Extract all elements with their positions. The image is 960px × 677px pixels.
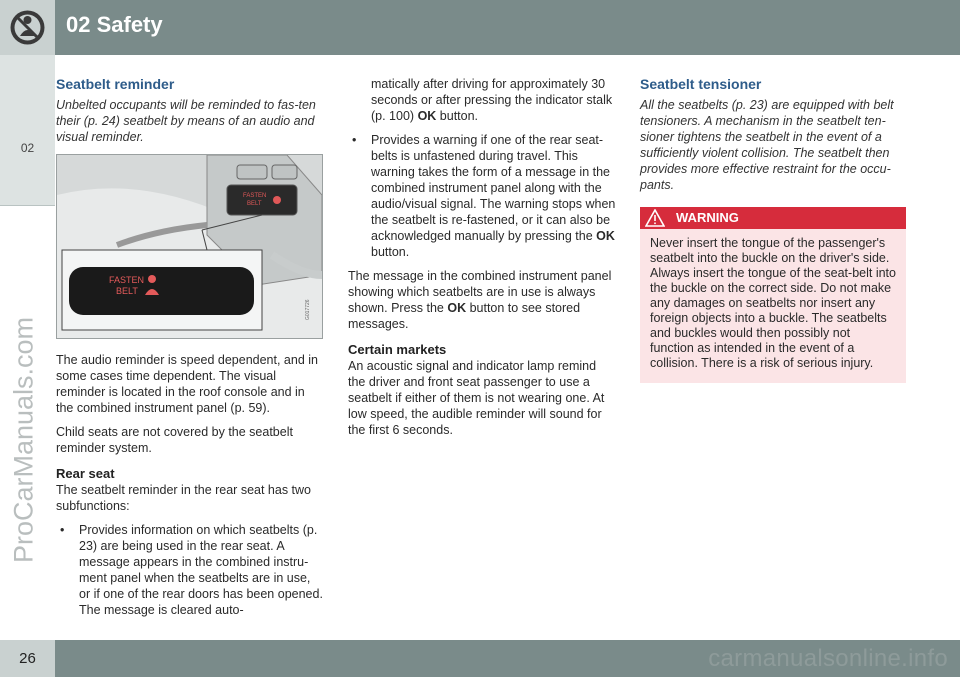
inset-text-1: FASTEN [109, 275, 145, 285]
section-title-seatbelt-reminder: Seatbelt reminder [56, 76, 175, 92]
paragraph-message-panel [348, 268, 616, 332]
page-number-box [0, 640, 55, 677]
bullet-rear-warning [348, 132, 616, 260]
page-title: 02 Safety [66, 12, 163, 37]
paragraph-rear-seat: The seatbelt reminder in the rear seat has two subfunctions: [56, 483, 311, 513]
bullet-cont-text: matically after driving for approximately 30 seconds or after pressing the indicator stalk (p. 100) [371, 77, 613, 123]
page-number: 26 [19, 650, 36, 667]
warning-box [640, 207, 906, 383]
roof-console-figure [56, 154, 323, 339]
ok-keyword: OK [447, 301, 467, 315]
warning-text: Never insert the tongue of the passenger's seatbelt into the buckle on the driver's side. Always insert the tongue of the seat-belt into the buckle on the correct side. Do not make any damages on seatbelts nor insert any foreign objects into a buckle. The seatbelts and buckles would then possibly not function as intended in the event of a collision. There is a risk of serious injury. [650, 236, 896, 370]
bullet-rear-info-text: Provides information on which seatbelts (p. 23) are being used in the rear seat. A message appears in the combined instru-ment panel when the seatbelts are in use, or if one of the rear doors has been opened. The message is cleared auto- [79, 523, 323, 617]
bullet-rear-warning-text-end: button. [371, 245, 410, 259]
column-middle [348, 76, 616, 446]
column-left [56, 76, 324, 626]
chapter-tab-label: 02 [20, 141, 35, 155]
paragraph-audio-reminder: The audio reminder is speed dependent, and in some cases time dependent. The visual reminder is located in the roof console and in the combined instrument panel (p. 59). [56, 353, 318, 415]
chapter-tab[interactable] [0, 55, 55, 206]
paragraph-child-seats: Child seats are not covered by the seatbelt reminder system. [56, 425, 293, 455]
panel-text-2: BELT [247, 201, 262, 207]
warning-header [640, 207, 906, 229]
inset-text-2: BELT [116, 286, 138, 296]
panel-text-1: FASTEN [243, 193, 267, 199]
bullet-dot: • [352, 133, 357, 147]
bullet-rear-info [56, 522, 324, 618]
header-icon-box [0, 0, 55, 55]
side-watermark [4, 230, 44, 650]
roof-console-illustration [57, 155, 322, 338]
bullet-rear-info-continued [348, 76, 616, 124]
paragraph-certain-markets: An acoustic signal and indicator lamp remind the driver and front seat passenger to use a seatbelt if either of them is not wearing one. At low speed, the audible reminder will sound for the first 6 seconds. [348, 359, 605, 437]
subsection-title-certain-markets: Certain markets [348, 342, 447, 357]
ok-keyword: OK [596, 229, 615, 243]
subsection-title-rear-seat: Rear seat [56, 466, 115, 481]
section-title-seatbelt-tensioner: Seatbelt tensioner [640, 76, 762, 92]
bullet-rear-warning-text: Provides a warning if one of the rear seat-belts is unfastened during travel. This warning takes the form of a message in the combined instrument panel along with the audio/visual signal. The warning stops when the seatbelt is re-fastened, or it can also be acknowledged manually by pressing the [371, 133, 616, 243]
side-watermark-text: ProCarManuals.com [8, 316, 39, 564]
ok-keyword: OK [417, 109, 437, 123]
lead-seatbelt-tensioner: All the seatbelts (p. 23) are equipped with belt tensioners. A mechanism in the seatbelt ten-sioner tightens the seatbelt in the event of a sufficiently violent collision. The seatbelt then provides more effective restraint for the occu-pants. [640, 98, 894, 192]
footer-watermark: carmanualsonline.info [708, 645, 948, 672]
message-panel-text-end: button to see stored messages. [348, 301, 581, 331]
warning-label: WARNING [676, 210, 739, 225]
bullet-dot: • [60, 523, 65, 537]
no-smoking-seatbelt-icon [0, 0, 55, 55]
message-panel-text: The message in the combined instrument panel showing which seatbelts are in use is always shown. Press the [348, 269, 612, 315]
column-right [640, 76, 906, 383]
lead-seatbelt-reminder: Unbelted occupants will be reminded to fas-ten their (p. 24) seatbelt by means of an audio and visual reminder. [56, 98, 316, 144]
bullet-cont-text-end: button. [436, 109, 479, 123]
warning-triangle-icon [645, 209, 665, 227]
figure-code: G017726 [305, 299, 311, 320]
